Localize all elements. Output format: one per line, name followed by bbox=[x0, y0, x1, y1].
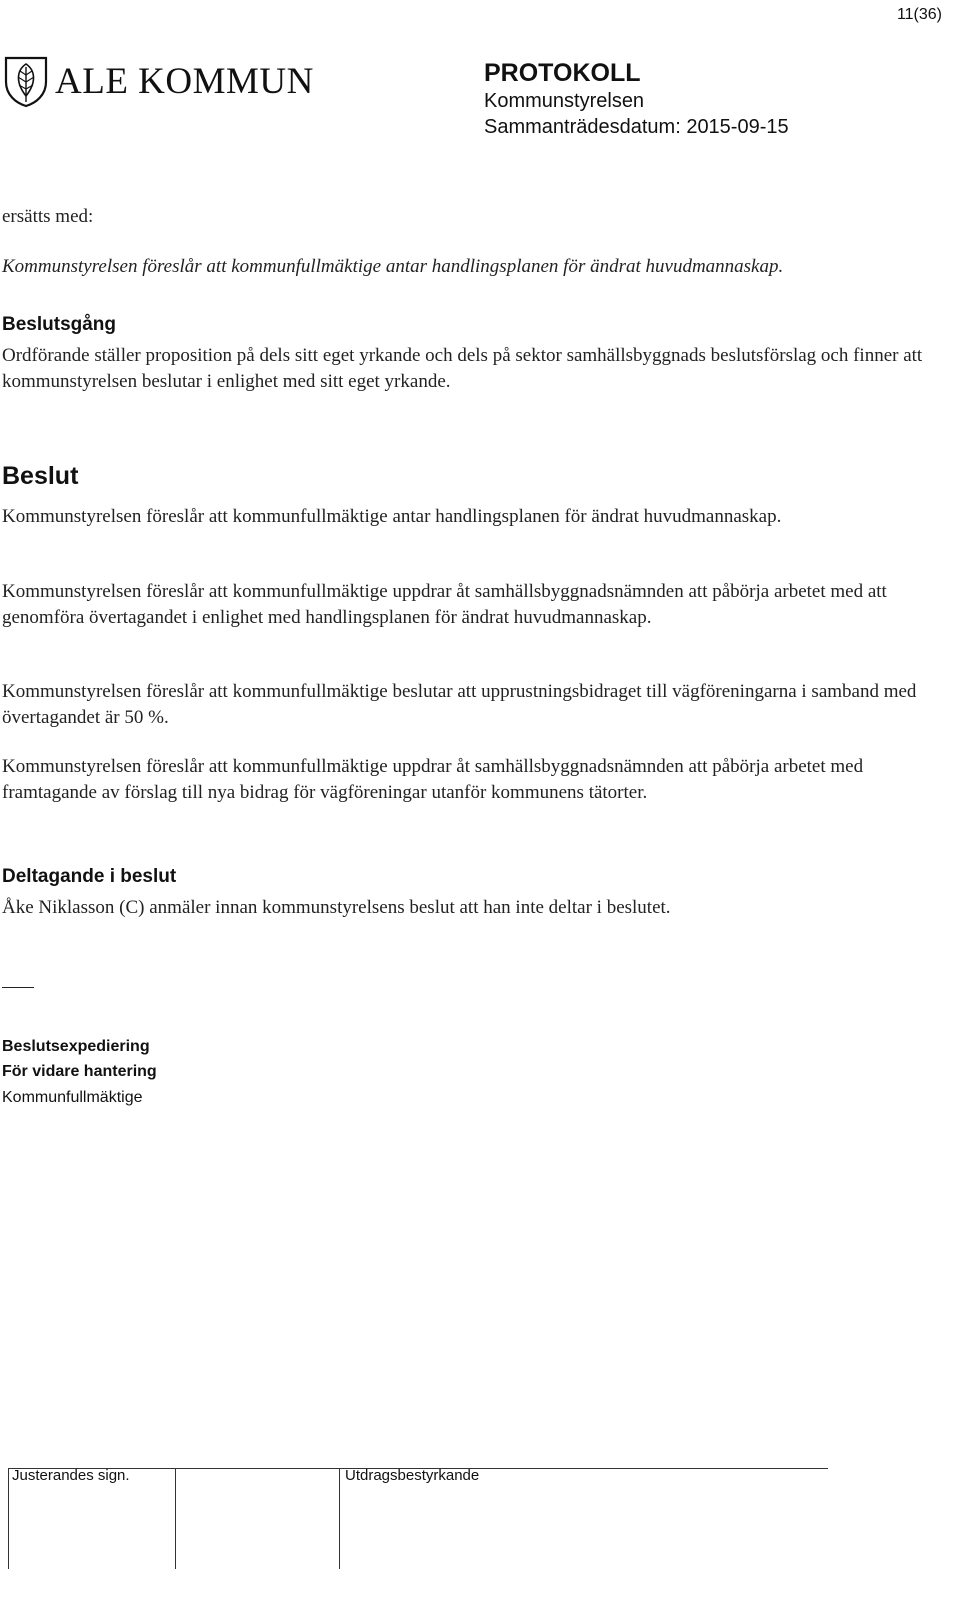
participation-text: Åke Niklasson (C) anmäler innan kommunstyrelsens beslut att han inte deltar i beslutet. bbox=[2, 897, 671, 918]
decision-paragraph-3: Kommunstyrelsen föreslår att kommunfullmäktige beslutar att upprustningsbidraget till vägföreningarna i samband med övertagandet är 50 %. bbox=[2, 681, 917, 728]
procedure-text: Ordförande ställer proposition på dels sitt eget yrkande och dels på sektor samhällsbyggnads beslutsförslag och finner att kommunstyrelsen beslutar i enlighet med sitt eget yrkande. bbox=[2, 345, 923, 392]
dispatch-subheading: För vidare hantering bbox=[2, 1063, 157, 1080]
replaced-with-label: ersätts med: bbox=[2, 206, 94, 227]
section-divider bbox=[2, 987, 34, 988]
decision-paragraph-2: Kommunstyrelsen föreslår att kommunfullmäktige uppdrar åt samhällsbyggnadsnämnden att påbörja arbetet med att genomföra övertagandet i enlighet med handlingsplanen för ändrat huvudmannaskap. bbox=[2, 581, 887, 628]
page-number: 11(36) bbox=[896, 6, 942, 23]
signature-column-border bbox=[8, 1469, 9, 1569]
participation-heading: Deltagande i beslut bbox=[2, 866, 177, 887]
document-header bbox=[484, 58, 789, 140]
logo-text: ALE KOMMUN bbox=[55, 61, 314, 102]
leaf-crest-icon bbox=[2, 52, 50, 108]
decision-heading: Beslut bbox=[2, 462, 79, 490]
municipality-logo bbox=[2, 52, 314, 108]
meeting-date: Sammanträdesdatum: 2015-09-15 bbox=[484, 116, 789, 138]
replacement-quote: Kommunstyrelsen föreslår att kommunfullmäktige antar handlingsplanen för ändrat huvudmannaskap. bbox=[2, 256, 784, 277]
committee-name: Kommunstyrelsen bbox=[484, 90, 645, 112]
procedure-heading: Beslutsgång bbox=[2, 314, 117, 335]
dispatch-recipient: Kommunfullmäktige bbox=[2, 1089, 143, 1106]
signature-column-border bbox=[339, 1469, 340, 1569]
dispatch-heading: Beslutsexpediering bbox=[2, 1038, 150, 1055]
utdragsbestyrkande-label: Utdragsbestyrkande bbox=[345, 1467, 480, 1484]
decision-paragraph-1: Kommunstyrelsen föreslår att kommunfullmäktige antar handlingsplanen för ändrat huvudmannaskap. bbox=[2, 506, 782, 527]
document-type: PROTOKOLL bbox=[484, 59, 641, 87]
decision-paragraph-4: Kommunstyrelsen föreslår att kommunfullmäktige uppdrar åt samhällsbyggnadsnämnden att påbörja arbetet med framtagande av förslag till nya bidrag för vägföreningar utanför kommunens tätorter. bbox=[2, 756, 864, 803]
signature-column-border bbox=[175, 1469, 176, 1569]
justerandes-sign-label: Justerandes sign. bbox=[12, 1467, 130, 1484]
